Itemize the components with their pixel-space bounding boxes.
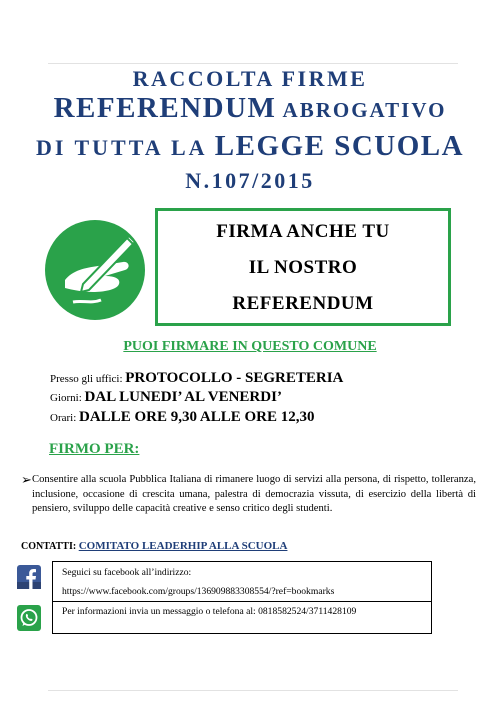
- title-legge-scuola-big: LEGGE SCUOLA: [214, 130, 465, 162]
- orari-value: DALLE ORE 9,30 ALLE ORE 12,30: [79, 409, 315, 425]
- top-divider: [48, 63, 458, 64]
- puoi-firmare-heading: PUOI FIRMARE IN QUESTO COMUNE: [123, 339, 377, 354]
- whatsapp-icon[interactable]: [17, 605, 41, 631]
- comitato-link[interactable]: COMITATO LEADERHIP ALLA SCUOLA: [78, 540, 288, 552]
- title-referendum: [0, 92, 500, 125]
- facebook-icon[interactable]: [17, 565, 41, 589]
- phone-box: [52, 601, 432, 634]
- callout-line-3: REFERENDUM: [232, 293, 374, 314]
- title-referendum-big: REFERENDUM: [53, 92, 277, 124]
- title-legge-scuola: [0, 130, 500, 163]
- contatti-label: CONTATTI:: [21, 541, 79, 552]
- facebook-box: [52, 561, 432, 602]
- info-giorni: [50, 388, 282, 406]
- signature-pen-icon: [43, 218, 147, 322]
- phone-line: Per informazioni invia un messaggio o telefona al: 0818582524/3711428109: [62, 606, 357, 617]
- facebook-intro: Seguici su facebook all’indirizzo:: [62, 567, 192, 578]
- giorni-label: Giorni:: [50, 392, 85, 404]
- presso-value: PROTOCOLLO - SEGRETERIA: [125, 370, 344, 386]
- title-abrogativo: ABROGATIVO: [276, 98, 447, 122]
- orari-label: Orari:: [50, 412, 80, 424]
- title-law-number: N.107/2015: [185, 168, 315, 193]
- bullet-paragraph: Consentire alla scuola Pubblica Italiana di rimanere luogo di servizi alla persona, di rispetto, tolleranza, inclusione, occasione di crescita umana, palestra di democrazia vissuta, di esercizio della libertà di pensiero, sviluppo delle capacità creative e senso critico degli studenti.: [32, 474, 476, 514]
- title-di-tutta-la: DI TUTTA LA: [35, 135, 215, 160]
- facebook-url[interactable]: https://www.facebook.com/groups/136909883308554/?ref=bookmarks: [62, 586, 335, 597]
- callout-line-2: IL NOSTRO: [248, 257, 358, 278]
- callout-line-1: FIRMA ANCHE TU: [216, 221, 390, 242]
- bottom-divider: [48, 690, 458, 691]
- giorni-value: DAL LUNEDI’ AL VENERDI’: [84, 389, 282, 405]
- info-presso: [50, 369, 343, 387]
- title-raccolta-firme: RACCOLTA FIRME: [132, 66, 368, 91]
- presso-label: Presso gli uffici:: [50, 373, 126, 385]
- info-orari: [50, 408, 314, 426]
- firma-callout-box: [155, 208, 451, 326]
- arrow-bullet-icon: ➢: [21, 473, 32, 488]
- firmo-per-heading: FIRMO PER:: [49, 441, 140, 457]
- contatti-line: [21, 540, 287, 552]
